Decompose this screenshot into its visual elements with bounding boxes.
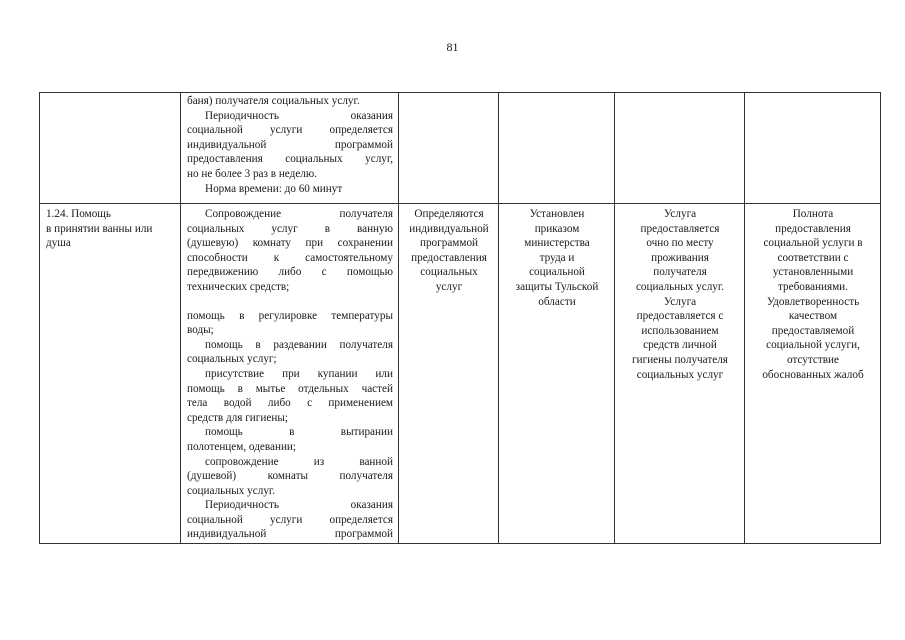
- text-line: предоставляется: [640, 222, 720, 235]
- text-line: способности к самостоятельному: [187, 251, 393, 264]
- text-line: установленными: [772, 266, 854, 279]
- text-line: передвижению либо с помощью: [187, 266, 393, 279]
- text-line: индивидуальной программой: [187, 528, 393, 541]
- text-line: присутствие при купании или: [205, 367, 393, 380]
- text-line: Услуга: [663, 208, 697, 220]
- text-line: качеством: [788, 310, 838, 323]
- text-line: помощь в вытирании: [205, 426, 393, 439]
- text-line: технических средств;: [187, 280, 290, 293]
- text-line: индивидуальной: [409, 222, 489, 235]
- text-line: социальных услуг: [636, 368, 724, 381]
- text-line: Удовлетворенность: [766, 295, 860, 308]
- text-line: услуг: [435, 280, 463, 293]
- text-line: но не более 3 раз в неделю.: [187, 167, 318, 180]
- text-line: социальных услуг.: [187, 484, 276, 497]
- text-line: предоставления: [411, 251, 487, 264]
- text-line: (душевую) комнату при сохранении: [187, 237, 393, 250]
- text-line: социальных услуг.: [635, 280, 725, 293]
- conditions-cell: [615, 93, 745, 204]
- service-description-cell: [181, 204, 399, 544]
- text-line: предоставляемой: [771, 324, 855, 337]
- text-line: воды;: [187, 324, 214, 337]
- text-line: Норма времени: до 60 минут: [205, 182, 343, 195]
- text-line: социальной услуги,: [766, 339, 860, 352]
- standard-cell: [499, 93, 615, 204]
- text-line: (душевой) комнаты получателя: [187, 470, 393, 483]
- text-line: тела водой либо с применением: [187, 397, 393, 410]
- text-line: отсутствие: [787, 353, 839, 366]
- text-line: гигиены получателя: [632, 353, 728, 366]
- service-name-cell: [40, 93, 181, 204]
- text-line: требованиями.: [778, 280, 848, 293]
- text-line: индивидуальной программой: [187, 138, 393, 151]
- text-line: предоставляется с: [636, 310, 724, 323]
- services-table: [39, 92, 881, 544]
- text-line: министерства: [524, 237, 590, 250]
- cost-cell: [399, 204, 499, 544]
- text-line: социальной: [529, 266, 585, 279]
- page-number: 81: [446, 40, 459, 54]
- text-line: социальных услуг;: [187, 353, 277, 366]
- text-line: Установлен: [529, 208, 585, 220]
- quality-cell: [745, 93, 881, 204]
- text-line: полотенцем, одевании;: [187, 440, 297, 453]
- text-line: помощь в раздевании получателя: [205, 338, 393, 351]
- text-line: очно по месту: [646, 237, 714, 250]
- text-line: помощь в регулировке температуры: [187, 309, 393, 322]
- text-line: программой: [419, 237, 479, 250]
- text-line: помощь в мытье отдельных частей: [187, 382, 393, 395]
- text-line: области: [538, 295, 576, 308]
- text-line: получателя: [653, 266, 707, 279]
- cost-cell: [399, 93, 499, 204]
- conditions-cell: [615, 204, 745, 544]
- text-line: социальной услуги определяется: [187, 124, 393, 137]
- text-line: социальной услуги в: [763, 237, 863, 250]
- text-line: Услуга: [663, 295, 697, 308]
- text-line: социальной услуги определяется: [187, 513, 393, 526]
- service-name-cell: [40, 204, 181, 544]
- text-line: 1.24. Помощь: [46, 208, 112, 220]
- text-line: проживания: [651, 251, 709, 264]
- text-line: использованием: [641, 324, 719, 337]
- text-line: социальных: [420, 266, 478, 279]
- text-line: Полнота: [792, 208, 834, 220]
- text-line: в принятии ванны или: [46, 222, 153, 235]
- text-line: предоставления социальных услуг,: [187, 153, 393, 166]
- table-row: [40, 204, 881, 544]
- text-line: средств личной: [643, 339, 717, 352]
- standard-cell: [499, 204, 615, 544]
- text-line: Определяются: [414, 208, 484, 220]
- text-line: социальных услуг в ванную: [187, 222, 393, 235]
- service-description-cell: [181, 93, 399, 204]
- text-line: Периодичность оказания: [205, 109, 393, 122]
- text-line: душа: [46, 237, 71, 250]
- text-line: труда и: [539, 251, 575, 264]
- quality-cell: [745, 204, 881, 544]
- text-line: обоснованных жалоб: [762, 368, 864, 381]
- text-line: предоставления: [775, 222, 851, 235]
- text-line: средств для гигиены;: [187, 411, 288, 424]
- text-line: защиты Тульской: [515, 280, 599, 293]
- text-line: сопровождение из ванной: [205, 455, 393, 468]
- text-line: Сопровождение получателя: [205, 208, 393, 220]
- text-line: приказом: [534, 222, 580, 235]
- text-line: Периодичность оказания: [205, 499, 393, 512]
- text-line: соответствии с: [777, 251, 849, 264]
- table-row: [40, 93, 881, 204]
- text-line: баня) получателя социальных услуг.: [187, 95, 360, 107]
